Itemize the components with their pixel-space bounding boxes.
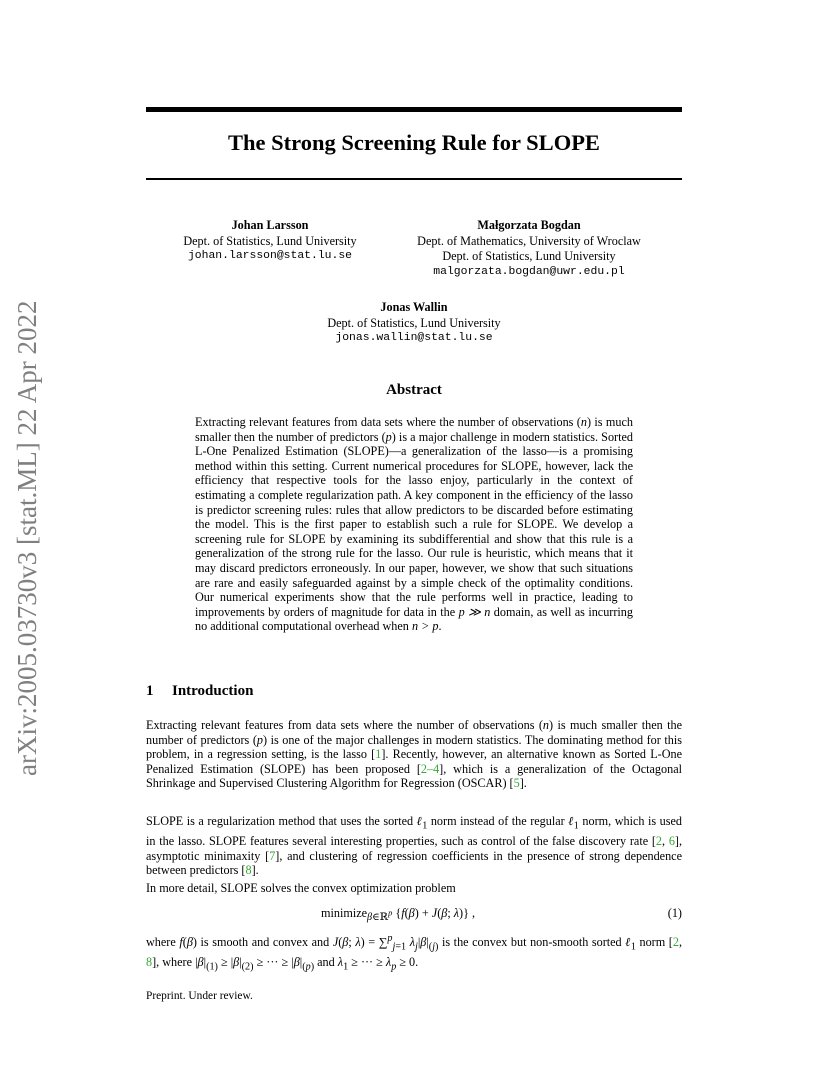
section-heading-introduction: 1 Introduction [146,683,254,699]
citation-link[interactable]: 2–4 [420,761,440,776]
author-email: malgorzata.bogdan@uwr.edu.pl [433,265,625,278]
citation-link[interactable]: 8 [146,955,153,970]
intro-paragraph-2: SLOPE is a regularization method that uses the sorted ℓ$_1$ norm instead of the regular ℓ$_1$ norm, which is used in the lasso. SLOPE features several interesting properties, such as control of the false discovery rate [2, 6], asymptotic minimaxity [7], and clustering of regression coefficients in the presence of strong dependence between predictors [8]. [146,814,683,878]
author-affiliation: Dept. of Statistics, Lund University [183,233,357,248]
equation-number: (1) [667,906,682,920]
abstract-heading: Abstract [386,382,442,398]
paper-title: The Strong Screening Rule for SLOPE [228,130,600,155]
author-affiliation-2: Dept. of Statistics, Lund University [442,249,616,263]
abstract-body: Extracting relevant features from data sets where the number of observations (n) is much smaller then the number of predictors (p) is a major challenge in modern statistics. Sorted L-One Penalized Estimation (SLOPE)—a generalization of the lasso—is a promising method within this setting. Current numerical procedures for SLOPE, however, lack the efficiency that respective tools for the lasso enjoy, particularly in the context of estimating a complete regularization path. A key component in the efficiency of the lasso is predictor screening rules: rules that allow predictors to be discarded before estimating the model. This is the first paper to establish such a rule for SLOPE. We develop a screening rule for SLOPE by examining its subdifferential and show that this rule is a generalization of the strong rule for the lasso. Our rule is heuristic, which means that it may discard predictors erroneously. In our paper, however, we show that such situations are rare and easily safeguarded against by a simple check of the optimality conditions. Our numerical experiments show that the rule performs well in practice, leading to improvements by orders of magnitude for data in the p ≫ n domain, as well as incurring no additional computational overhead when n > p. [195,415,633,634]
citation-link[interactable]: 6 [668,834,675,849]
author-email: johan.larsson@stat.lu.se [187,250,353,262]
citation-link[interactable]: 1 [375,747,382,762]
arxiv-identifier: arXiv:2005.03730v3 [stat.ML] 22 Apr 2022 [12,300,42,776]
author-block-1 [170,218,370,265]
intro-paragraph-4: where f(β) is smooth and convex and J(β; λ) = ∑$^p_{j=1}$ $\lambda_j|\beta|_{(j)}$ is the convex but non-smooth sorted ℓ$_1$ norm [2, 8], where $|\beta|_{(1)} \ge |\beta|_{(2)}$ ≥ ··· ≥ $|\beta|_{(p)}$ and $\lambda_1$ ≥ ··· ≥ $\lambda_p \ge 0$. [146,933,682,973]
author-name: Johan Larsson [231,218,309,232]
citation-link[interactable]: 2 [672,935,679,950]
intro-paragraph-3: In more detail, SLOPE solves the convex optimization problem [146,881,456,895]
equation-body: minimize$_{\beta\in ℝ^p}$ {f(β) + J(β; λ)} , [321,906,476,924]
title-top-rule [146,107,682,112]
author-name: Małgorzata Bogdan [477,218,581,232]
author-block-3 [294,300,534,347]
intro-paragraph-1: Extracting relevant features from data sets where the number of observations (n) is much smaller then the number of predictors (p) is one of the major challenges in modern statistics. The dominating method for this problem, in a regression setting, is the lasso [1]. Recently, however, an alternative known as Sorted L-One Penalized Estimation (SLOPE) has been proposed [2–4], which is a generalization of the Octagonal Shrinkage and Supervised Clustering Algorithm for Regression (OSCAR) [5]. [146,718,682,791]
author-email: jonas.wallin@stat.lu.se [335,332,493,344]
title-bottom-rule [146,178,682,180]
author-block-2 [398,218,660,280]
author-name: Jonas Wallin [380,300,448,314]
author-affiliation: Dept. of Mathematics, University of Wroclaw [417,233,641,248]
author-affiliation: Dept. of Statistics, Lund University [327,315,501,330]
citation-link[interactable]: 7 [269,848,276,863]
footer-note: Preprint. Under review. [146,990,253,1002]
citation-link[interactable]: 5 [513,776,520,791]
citation-link[interactable]: 8 [245,863,252,878]
citation-link[interactable]: 2 [655,834,663,849]
